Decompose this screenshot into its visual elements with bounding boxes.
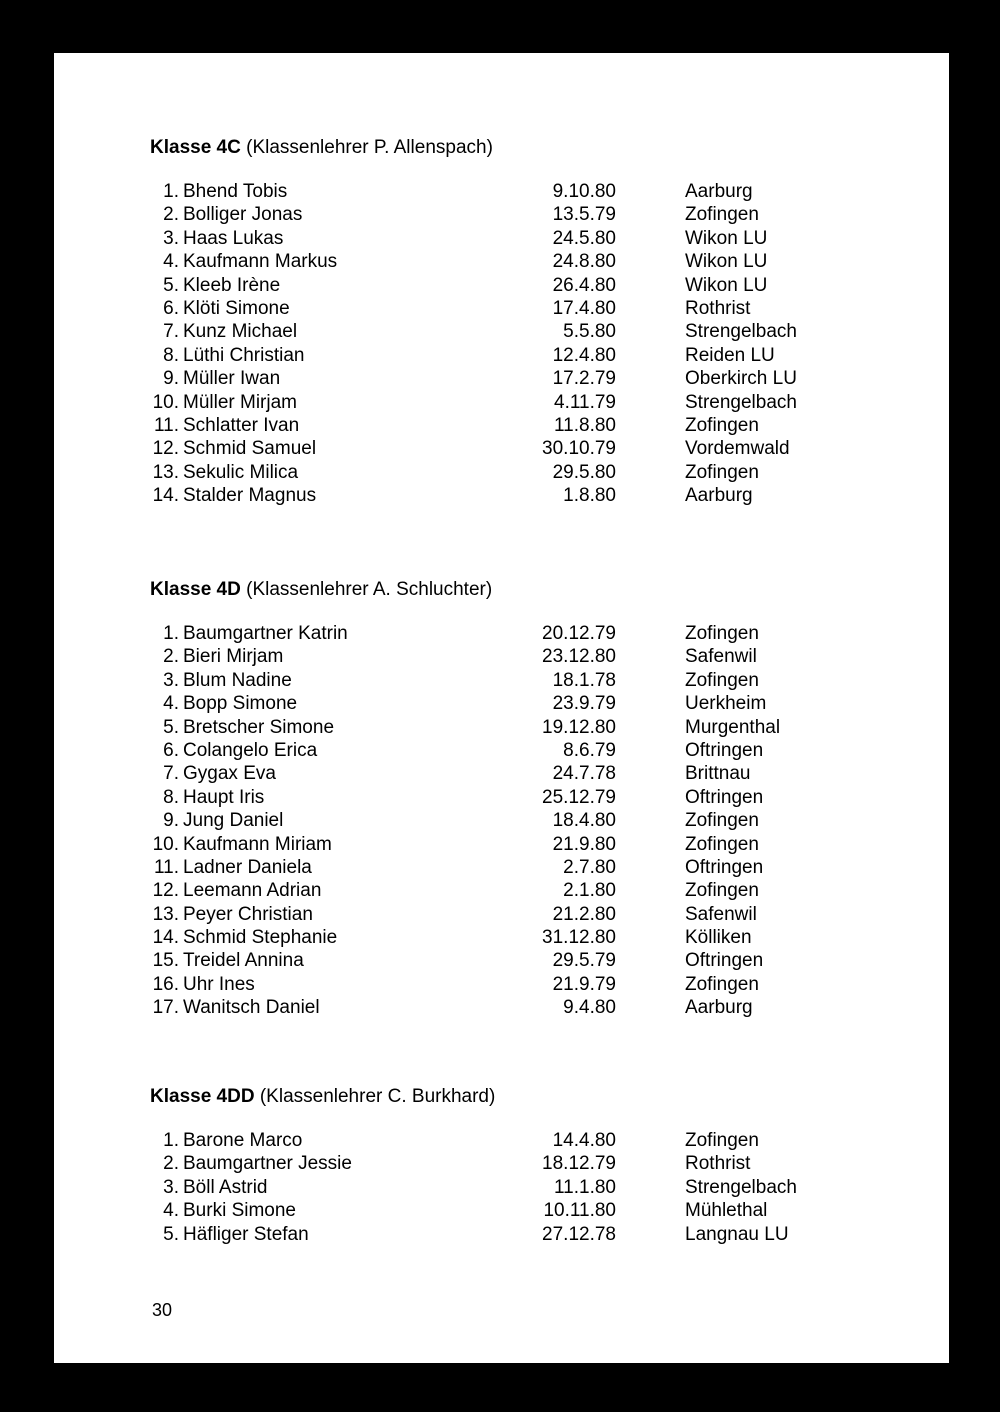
student-row	[54, 622, 949, 645]
home-town: Kölliken	[685, 927, 752, 949]
student-name: Schlatter Ivan	[183, 414, 300, 436]
home-town: Mühlethal	[685, 1200, 768, 1222]
row-number: 4.	[163, 251, 179, 273]
row-number: 7.	[163, 321, 179, 343]
home-town: Wikon LU	[685, 274, 768, 296]
student-row	[54, 391, 949, 414]
birth-date: 24.5.80	[552, 227, 616, 249]
home-town: Zofingen	[685, 880, 759, 902]
row-number: 15.	[152, 950, 179, 972]
home-town: Zofingen	[685, 461, 759, 483]
section-title: Klasse 4DD	[150, 1086, 255, 1107]
student-row	[54, 809, 949, 832]
section-teacher: (Klassenlehrer C. Burkhard)	[259, 1086, 496, 1107]
birth-date: 25.12.79	[542, 786, 616, 808]
student-name: Bopp Simone	[183, 693, 298, 715]
student-name: Bretscher Simone	[183, 716, 335, 738]
student-row	[54, 344, 949, 367]
student-row	[54, 414, 949, 437]
student-name: Gygax Eva	[183, 763, 276, 785]
student-row	[54, 461, 949, 484]
student-name: Blum Nadine	[183, 669, 292, 691]
row-number: 13.	[152, 461, 179, 483]
row-number: 2.	[163, 646, 179, 668]
row-number: 12.	[152, 438, 179, 460]
row-number: 3.	[163, 227, 179, 249]
birth-date: 21.9.80	[552, 833, 616, 855]
row-number: 3.	[163, 1176, 179, 1198]
home-town: Aarburg	[685, 485, 753, 507]
row-number: 12.	[152, 880, 179, 902]
student-list	[54, 180, 949, 507]
home-town: Oftringen	[685, 786, 764, 808]
home-town: Murgenthal	[685, 716, 781, 738]
home-town: Oftringen	[685, 739, 764, 761]
row-number: 3.	[163, 669, 179, 691]
student-row	[54, 669, 949, 692]
section-heading	[150, 137, 493, 159]
birth-date: 17.2.79	[552, 368, 616, 390]
home-town: Rothrist	[685, 1153, 751, 1175]
student-row	[54, 1176, 949, 1199]
birth-date: 26.4.80	[552, 274, 616, 296]
row-number: 1.	[163, 181, 179, 202]
row-number: 4.	[163, 693, 179, 715]
row-number: 14.	[152, 485, 179, 507]
row-number: 11.	[153, 856, 179, 878]
home-town: Zofingen	[685, 1130, 759, 1151]
row-number: 11.	[153, 414, 179, 436]
student-name: Böll Astrid	[183, 1176, 268, 1198]
home-town: Reiden LU	[685, 344, 775, 366]
birth-date: 4.11.79	[554, 391, 616, 413]
birth-date: 23.9.79	[552, 693, 616, 715]
birth-date: 8.6.79	[563, 739, 616, 761]
row-number: 13.	[152, 903, 179, 925]
birth-date: 2.7.80	[563, 856, 616, 878]
home-town: Safenwil	[685, 646, 757, 668]
birth-date: 27.12.78	[542, 1223, 616, 1245]
student-name: Jung Daniel	[183, 810, 284, 832]
page-number: 30	[152, 1300, 173, 1320]
birth-date: 14.4.80	[552, 1130, 616, 1151]
home-town: Langnau LU	[685, 1223, 789, 1245]
student-name: Kleeb Irène	[183, 274, 281, 296]
student-row	[54, 903, 949, 926]
home-town: Zofingen	[685, 204, 759, 226]
student-row	[54, 716, 949, 739]
student-row	[54, 762, 949, 785]
section-teacher: (Klassenlehrer A. Schluchter)	[246, 579, 493, 600]
student-name: Stalder Magnus	[183, 485, 317, 507]
birth-date: 29.5.80	[552, 461, 616, 483]
student-name: Ladner Daniela	[183, 856, 312, 878]
student-row	[54, 856, 949, 879]
home-town: Zofingen	[685, 414, 759, 436]
home-town: Zofingen	[685, 810, 759, 832]
student-row	[54, 250, 949, 273]
home-town: Oftringen	[685, 950, 764, 972]
home-town: Wikon LU	[685, 251, 768, 273]
birth-date: 24.8.80	[552, 251, 616, 273]
student-row	[54, 367, 949, 390]
student-name: Kaufmann Miriam	[183, 833, 332, 855]
row-number: 1.	[163, 623, 179, 644]
student-list	[54, 622, 949, 1020]
row-number: 10.	[152, 391, 179, 413]
home-town: Oberkirch LU	[685, 368, 797, 390]
student-row	[54, 833, 949, 856]
home-town: Zofingen	[685, 669, 759, 691]
birth-date: 9.10.80	[552, 181, 616, 202]
row-number: 9.	[163, 810, 179, 832]
home-town: Brittnau	[685, 763, 751, 785]
home-town: Zofingen	[685, 973, 759, 995]
birth-date: 19.12.80	[542, 716, 616, 738]
student-row	[54, 645, 949, 668]
student-row	[54, 996, 949, 1019]
birth-date: 29.5.79	[552, 950, 616, 972]
birth-date: 12.4.80	[552, 344, 616, 366]
home-town: Vordemwald	[685, 438, 790, 460]
row-number: 4.	[163, 1200, 179, 1222]
home-town: Zofingen	[685, 623, 759, 644]
student-name: Baumgartner Jessie	[183, 1153, 352, 1175]
student-name: Klöti Simone	[183, 297, 290, 319]
student-row	[54, 203, 949, 226]
student-name: Haupt Iris	[183, 786, 265, 808]
section-title: Klasse 4C	[150, 137, 241, 158]
student-name: Barone Marco	[183, 1130, 303, 1151]
birth-date: 23.12.80	[542, 646, 616, 668]
student-row	[54, 1129, 949, 1152]
row-number: 10.	[152, 833, 179, 855]
home-town: Strengelbach	[685, 391, 797, 413]
row-number: 16.	[152, 973, 179, 995]
row-number: 7.	[163, 763, 179, 785]
birth-date: 13.5.79	[552, 204, 616, 226]
student-name: Kaufmann Markus	[183, 251, 338, 273]
home-town: Strengelbach	[685, 321, 797, 343]
row-number: 2.	[163, 1153, 179, 1175]
row-number: 5.	[163, 1223, 179, 1245]
student-row	[54, 180, 949, 203]
student-list	[54, 1129, 949, 1246]
home-town: Aarburg	[685, 997, 753, 1019]
student-row	[54, 949, 949, 972]
section-teacher: (Klassenlehrer P. Allenspach)	[246, 137, 493, 158]
student-row	[54, 437, 949, 460]
birth-date: 30.10.79	[542, 438, 616, 460]
student-name: Uhr Ines	[183, 973, 255, 995]
student-name: Kunz Michael	[183, 321, 298, 343]
home-town: Wikon LU	[685, 227, 768, 249]
student-name: Lüthi Christian	[183, 344, 305, 366]
home-town: Aarburg	[685, 181, 753, 202]
student-name: Bolliger Jonas	[183, 204, 303, 226]
student-row	[54, 1199, 949, 1222]
student-row	[54, 1152, 949, 1175]
home-town: Zofingen	[685, 833, 759, 855]
student-name: Müller Iwan	[183, 368, 281, 390]
section-title: Klasse 4D	[150, 579, 241, 600]
birth-date: 31.12.80	[542, 927, 616, 949]
row-number: 17.	[152, 997, 179, 1019]
row-number: 14.	[152, 927, 179, 949]
student-name: Leemann Adrian	[183, 880, 322, 902]
birth-date: 20.12.79	[542, 623, 616, 644]
birth-date: 21.9.79	[552, 973, 616, 995]
student-name: Sekulic Milica	[183, 461, 299, 483]
section-heading	[150, 1086, 495, 1108]
home-town: Rothrist	[685, 297, 751, 319]
student-row	[54, 879, 949, 902]
birth-date: 17.4.80	[552, 297, 616, 319]
student-name: Bieri Mirjam	[183, 646, 284, 668]
student-name: Colangelo Erica	[183, 739, 318, 761]
row-number: 5.	[163, 716, 179, 738]
student-name: Peyer Christian	[183, 903, 313, 925]
row-number: 6.	[163, 297, 179, 319]
student-row	[54, 297, 949, 320]
student-row	[54, 320, 949, 343]
student-row	[54, 484, 949, 507]
home-town: Strengelbach	[685, 1176, 797, 1198]
student-row	[54, 227, 949, 250]
student-row	[54, 926, 949, 949]
birth-date: 18.4.80	[552, 810, 616, 832]
document-page	[54, 53, 949, 1363]
home-town: Safenwil	[685, 903, 757, 925]
student-name: Haas Lukas	[183, 227, 284, 249]
row-number: 1.	[163, 1130, 179, 1151]
birth-date: 5.5.80	[563, 321, 616, 343]
birth-date: 21.2.80	[552, 903, 616, 925]
student-row	[54, 739, 949, 762]
birth-date: 11.1.80	[554, 1176, 616, 1198]
student-name: Schmid Stephanie	[183, 927, 338, 949]
student-name: Müller Mirjam	[183, 391, 297, 413]
student-name: Häfliger Stefan	[183, 1223, 309, 1245]
row-number: 8.	[163, 344, 179, 366]
student-row	[54, 692, 949, 715]
student-row	[54, 973, 949, 996]
student-row	[54, 274, 949, 297]
home-town: Uerkheim	[685, 693, 767, 715]
home-town: Oftringen	[685, 856, 764, 878]
birth-date: 18.12.79	[542, 1153, 616, 1175]
birth-date: 10.11.80	[543, 1200, 616, 1222]
student-row	[54, 1223, 949, 1246]
student-name: Treidel Annina	[183, 950, 304, 972]
birth-date: 18.1.78	[552, 669, 616, 691]
student-name: Baumgartner Katrin	[183, 623, 348, 644]
row-number: 8.	[163, 786, 179, 808]
birth-date: 1.8.80	[563, 485, 616, 507]
birth-date: 9.4.80	[563, 997, 616, 1019]
row-number: 9.	[163, 368, 179, 390]
student-name: Burki Simone	[183, 1200, 296, 1222]
section-heading	[150, 579, 492, 601]
row-number: 6.	[163, 739, 179, 761]
birth-date: 2.1.80	[563, 880, 616, 902]
student-name: Wanitsch Daniel	[183, 997, 320, 1019]
row-number: 2.	[163, 204, 179, 226]
row-number: 5.	[163, 274, 179, 296]
student-name: Schmid Samuel	[183, 438, 317, 460]
student-row	[54, 786, 949, 809]
birth-date: 11.8.80	[554, 414, 616, 436]
birth-date: 24.7.78	[552, 763, 616, 785]
student-name: Bhend Tobis	[183, 181, 288, 202]
